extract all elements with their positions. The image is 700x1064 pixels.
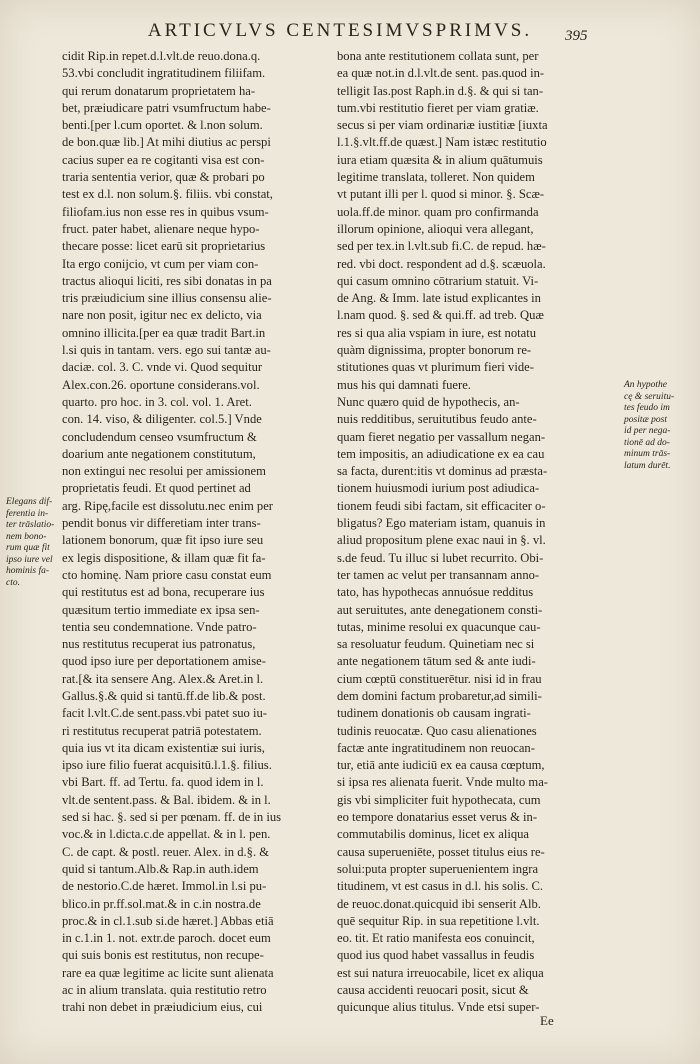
margin-note-line: Elegans dif- — [6, 497, 53, 507]
text-line: tutas, minime resolui ex quacunque cau- — [337, 619, 541, 634]
text-line: qui rerum donatarum proprietatem ha- — [62, 83, 256, 98]
left-marginal-note — [6, 497, 64, 589]
text-line: stitutiones quas vt plurimum fieri vide- — [337, 360, 534, 375]
running-title: ARTICVLVS CENTESIMVSPRIMVS. — [147, 20, 533, 41]
text-line: ter tamen ac velut per transannam anno- — [337, 567, 540, 582]
text-line: si ipsa res alienata fuerit. Vnde multo ma- — [337, 775, 549, 790]
margin-note-line: minum trās- — [624, 449, 671, 459]
text-line: quē sequitur Rip. in sua repetitione l.vlt. — [337, 913, 540, 928]
text-line: res si qua alia vspiam in iure, est notatu — [337, 325, 537, 340]
text-line: est sui natura irreuocabile, licet ex aliqua — [337, 965, 544, 980]
text-line: ri restitutus recuperat patriā potestatem. — [62, 723, 262, 738]
margin-note-line: ter trāslatio- — [6, 520, 55, 530]
text-line: ipso iure filio fuerat acquisitū.l.1.§. filius. — [62, 758, 272, 773]
margin-note-line: ipso iure vel — [6, 554, 53, 565]
text-line: tudinis reuocatæ. Quo casu alienationes — [337, 723, 537, 738]
text-line: benti.[per l.cum oportet. & l.non solum. — [62, 118, 263, 133]
text-line: doarium ante negationem constitutum, — [62, 446, 256, 461]
text-line: l.1.§.vlt.ff.de quæst.] Nam istæc restitutio — [337, 135, 547, 150]
text-line: commutabilis dominus, licet ex aliqua — [337, 827, 530, 842]
text-line: non extingui nec resolui per amissionem — [62, 464, 266, 479]
text-line: arg. Ripę,facile est dissolutu.nec enim per — [62, 498, 274, 513]
text-line: cacius super ea re cogitanti visa est con- — [62, 152, 265, 167]
text-line: Alex.con.26. oportune considerans.vol. — [62, 377, 260, 392]
text-line: sed si hac. §. sed si per pœnam. ff. de in ius — [62, 810, 282, 825]
text-line: vt putant illi per l. quod si minor. §. Scæ- — [337, 187, 545, 202]
text-line: de nestorio.C.de hæret. Immol.in l.si pu- — [62, 879, 267, 894]
text-line: titudinem, vt est casus in d.l. his solis. C. — [337, 879, 544, 894]
margin-note-line: hominis fa- — [6, 566, 50, 576]
text-line: l.si quis in tantam. vers. ego sui tantæ au- — [62, 343, 271, 358]
text-line: secus si per viam ordinariæ iustitiæ [iuxta — [337, 118, 548, 133]
margin-note-line: nem bono- — [6, 531, 47, 542]
text-line: nare non posit, igitur nec ex delicto, via — [62, 308, 262, 323]
text-line: tractus alioqui liciti, res sibi donatas in pa — [62, 273, 272, 288]
text-line: tudinem donationis ob causam ingrati- — [337, 706, 531, 721]
catchword: Ee — [540, 1013, 554, 1028]
text-line: quàm dignissima, propter bonorum re- — [337, 343, 532, 358]
text-line: in c.1.in 1. not. extr.de paroch. docet eum — [62, 931, 271, 946]
text-line: tem impositis, an adiudicatione ex ea cau — [337, 446, 545, 461]
text-line: quod ipso iure per deportationem amise- — [62, 654, 266, 669]
text-line: aliud propositum plene exac naui in §. vl. — [337, 533, 546, 548]
text-line: cidit Rip.in repet.d.l.vlt.de reuo.dona.q. — [62, 49, 261, 63]
text-line: qui suis bonis est restitutus, non recupe- — [62, 948, 264, 963]
text-line: quam fieret negatio per vassallum negan- — [337, 429, 546, 444]
text-line: causa superueniēte, posset titulus eius re- — [337, 844, 545, 859]
margin-note-line: cę & seruitu- — [624, 391, 675, 402]
text-line: sa resoluatur feudum. Quinetiam nec si — [337, 637, 535, 652]
text-line: Gallus.§.& quid si tantū.ff.de lib.& post. — [62, 688, 266, 703]
text-line: de bon.quæ lib.] At mihi diutius ac perspi — [62, 135, 271, 150]
text-line: quia ius vt ita dicam existentiæ sui iuris, — [62, 740, 265, 755]
text-line: qui restitutus est ad bona, recuperare ius — [62, 585, 265, 600]
text-line: sed per tex.in l.vlt.sub fi.C. de repud. hæ- — [337, 239, 546, 254]
text-line: aut seruitutes, ante denegationem consti- — [337, 602, 543, 617]
text-line: tentia seu condemnatione. Vnde patro- — [62, 619, 257, 634]
text-line: quarto. pro hoc. in 3. col. vol. 1. Aret. — [62, 394, 252, 409]
left-text-column — [62, 48, 332, 1017]
text-line: proc.& in cl.1.sub si.de hæret.] Abbas etiā — [62, 913, 274, 928]
text-line: cto hominę. Nam priore casu constat eum — [62, 567, 272, 582]
text-line: daciæ. col. 3. C. vnde vi. Quod sequitur — [62, 360, 263, 375]
text-line: voc.& in l.dicta.c.de appellat. & in l. pen. — [62, 827, 271, 842]
text-line: traria sententia verior, quæ & probari po — [62, 170, 265, 185]
text-line: filiofam.ius non esse res in quibus vsum- — [62, 204, 269, 219]
text-line: quicunque alius titulus. Vnde etsi super- — [337, 1000, 540, 1015]
text-line: red. vbi doct. respondent ad d.§. scæuola. — [337, 256, 546, 271]
text-line: dem domini factum probaretur,ad simili- — [337, 688, 542, 703]
text-line: nus restitutus recuperat ius patronatus, — [62, 637, 256, 652]
text-line: quod ius quod habet vassallus in feudis — [337, 948, 535, 963]
text-line: bet, præiudicare patri vsumfructum habe- — [62, 100, 271, 115]
text-line: omnino illicita.[per ea quæ tradit Bart.in — [62, 325, 266, 340]
text-line: tionem huiusmodi iurium post adiudica- — [337, 481, 540, 496]
text-line: vlt.de sentent.pass. & Bal. ibidem. & in l. — [62, 792, 271, 807]
text-line: s.de feud. Tu illuc si lubet recurrito. Obi- — [337, 550, 544, 565]
text-line: qui casum omnino cōtrarium statuit. Vi- — [337, 273, 539, 288]
text-line: eo. tit. Et ratio manifesta eos conuincit, — [337, 931, 535, 946]
text-line: fruct. pater habet, alienare neque hypo- — [62, 221, 260, 236]
text-line: trahi non debet in præiudicium eius, cui — [62, 1000, 263, 1015]
text-line: vbi Bart. ff. ad Tertu. fa. quod idem in l. — [62, 775, 264, 790]
margin-note-line: positæ post — [624, 414, 668, 425]
margin-note-line: tionē ad do- — [624, 437, 670, 448]
margin-note-line: cto. — [6, 577, 20, 588]
text-line: mus his qui damnati fuere. — [337, 377, 471, 392]
text-line: de reuoc.donat.quicquid ibi senserit Alb. — [337, 896, 541, 911]
text-line: gis vbi simpliciter fuit hypothecata, cum — [337, 792, 541, 807]
text-line: uola.ff.de minor. quam pro confirmanda — [337, 204, 539, 219]
text-line: ex legis dispositione, & illam quæ fit fa- — [62, 550, 266, 565]
text-line: de Ang. & Imm. late istud explicantes in — [337, 291, 541, 306]
text-line: C. de capt. & postl. reuer. Alex. in d.§. & — [62, 844, 270, 859]
text-line: iura etiam quæsita & in alium quātumuis — [337, 152, 543, 167]
margin-note-line: id per nega- — [624, 426, 671, 436]
text-line: rare ea quæ legitime ac licite sunt alienata — [62, 965, 274, 980]
text-line: bona ante restitutionem collata sunt, per — [337, 49, 539, 63]
page-number: 395 — [565, 28, 588, 44]
text-line: con. 14. viso, & diligenter. col.5.] Vnde — [62, 412, 262, 427]
margin-note-line: latum durēt. — [624, 460, 671, 471]
text-line: rat.[& ita sensere Ang. Alex.& Aret.in l. — [62, 671, 264, 686]
text-line: sa facta, durent:itis vt dominus ad præsta- — [337, 464, 548, 479]
text-line: ac in alium translata. quia restitutio retro — [62, 983, 267, 998]
margin-note-line: rum quæ fit — [6, 543, 50, 553]
right-marginal-note — [624, 380, 696, 472]
text-line: pendit bonus vir differetiam inter trans- — [62, 516, 261, 531]
text-line: tris præiudicium sine illius consensu alie- — [62, 291, 272, 306]
text-line: solui:puta propter superuenientem ingra — [337, 861, 539, 876]
text-line: ante negationem tātum sed & ante iudi- — [337, 654, 536, 669]
text-line: Ita ergo conijcio, vt cum per viam con- — [62, 256, 259, 271]
text-line: tionem feudi sibi factam, sit efficaciter o- — [337, 498, 546, 513]
text-line: Nunc quæro quid de hypothecis, an- — [337, 394, 520, 409]
text-line: eo tempore donatarius esset verus & in- — [337, 810, 538, 825]
text-line: concludendum censeo vsumfructum & — [62, 429, 257, 444]
text-line: test ex d.l. non solum.§. filiis. vbi constat, — [62, 187, 273, 202]
text-line: tato, has hypothecas annuósue redditus — [337, 585, 534, 600]
margin-note-line: ferentia in- — [6, 508, 49, 519]
text-line: facit l.vlt.C.de sent.pass.vbi patet suo iu- — [62, 706, 267, 721]
text-line: cium cœptū constituerētur. nisi id in frau — [337, 671, 542, 686]
text-line: 53.vbi concludit ingratitudinem filiifam. — [62, 66, 266, 81]
text-line: causa accidenti reuocari posit, sicut & — [337, 983, 529, 998]
text-line: blico.in pr.ff.sol.mat.& in c.in nostra.de — [62, 896, 261, 911]
text-line: tum.vbi restitutio fieret per viam gratiæ. — [337, 100, 539, 115]
text-line: ea quæ not.in d.l.vlt.de sent. pas.quod in- — [337, 66, 545, 81]
text-line: factæ ante ingratitudinem non reuocan- — [337, 740, 535, 755]
text-line: legitime translata, tolleret. Non quidem — [337, 170, 535, 185]
text-line: l.nam quod. §. sed & qui.ff. ad treb. Quæ — [337, 308, 544, 323]
text-line: quid si tantum.Alb.& Rap.in auth.idem — [62, 861, 259, 876]
margin-note-line: An hypothe — [624, 380, 668, 390]
margin-note-line: tes feudo im — [624, 403, 670, 413]
right-text-column — [337, 48, 607, 1017]
text-line: nuis redditibus, seruitutibus feudo ante- — [337, 412, 537, 427]
text-line: proprietatis feudi. Et quod pertinet ad — [62, 481, 251, 496]
text-line: bligatus? Ego materiam istam, quanuis in — [337, 516, 546, 531]
text-line: illorum opinione, alioqui vera allegant, — [337, 221, 534, 236]
text-line: telligit Ias.post Raph.in d.§. & qui si tan- — [337, 83, 544, 98]
text-line: tur, etiā ante iudiciū ex ea causa cœptum, — [337, 758, 545, 773]
text-line: thecare posse: licet earū sit proprietarius — [62, 239, 266, 254]
text-line: quæsitum tertio immediate ex ipsa sen- — [62, 602, 260, 617]
text-line: lationem bonorum, quæ fit ipso iure seu — [62, 533, 264, 548]
